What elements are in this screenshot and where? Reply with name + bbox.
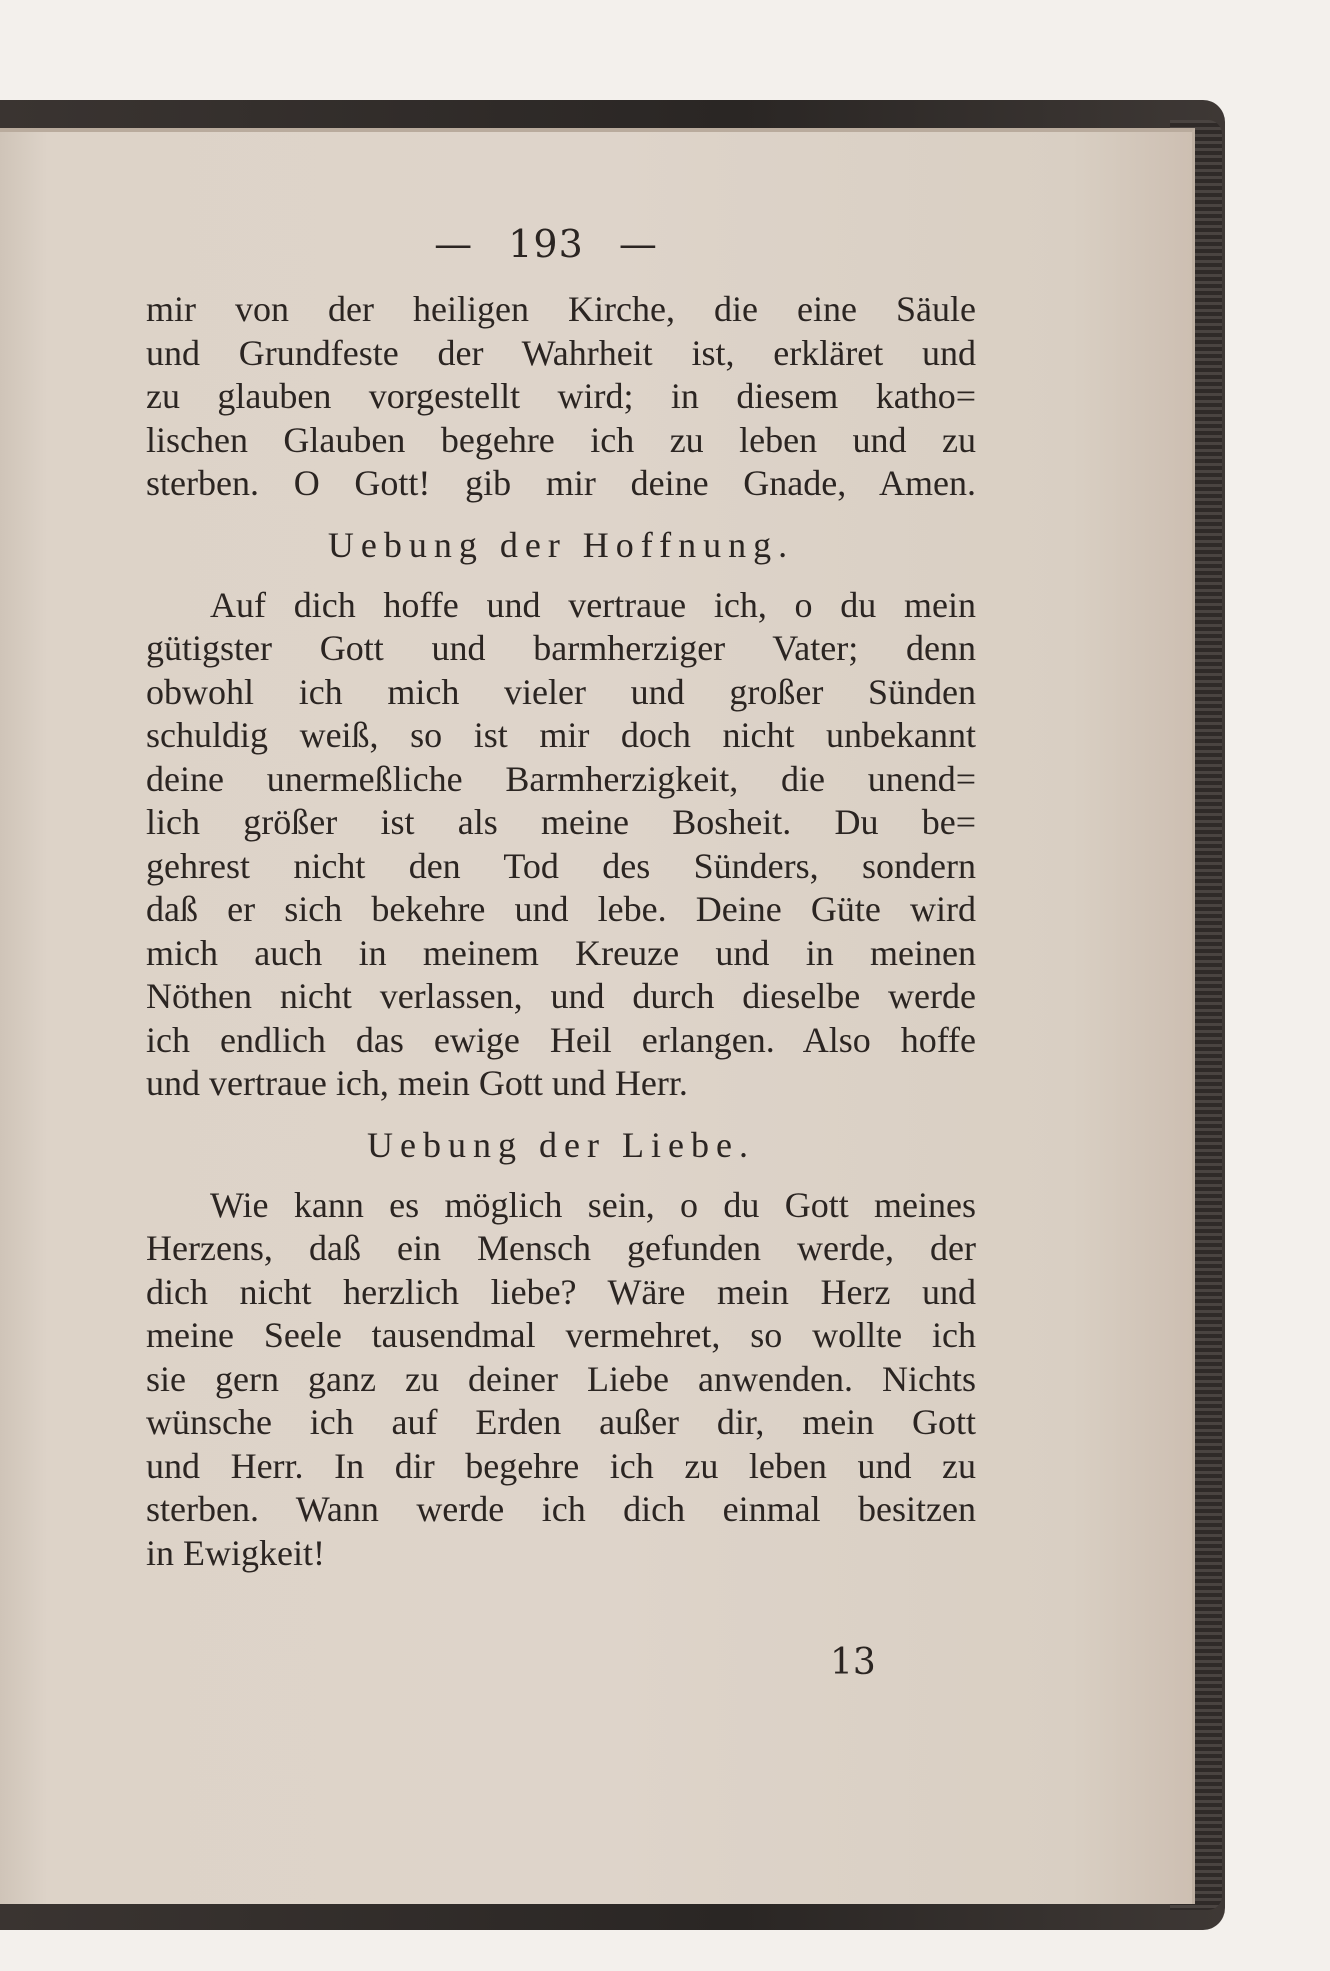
text-line: Auf dich hoffe und vertraue ich, o du mein (210, 584, 976, 625)
text-line: Nöthen nicht verlassen, und durch dieselbe werde (146, 976, 976, 1016)
paragraph-love (146, 1184, 976, 1576)
text-line: deine unermeßliche Barmherzigkeit, die unend= (146, 758, 976, 799)
text-line: gütigster Gott und barmherziger Vater; denn (146, 628, 976, 668)
text-line: meine Seele tausendmal vermehret, so wollte ich (146, 1315, 976, 1355)
paragraph-hope (146, 584, 976, 1106)
text-line: schuldig weiß, so ist mir doch nicht unbekannt (146, 715, 976, 755)
page-number: 193 (508, 222, 584, 266)
text-line: sterben. Wann werde ich dich einmal besitzen (146, 1489, 976, 1529)
text-line: sterben. O Gott! gib mir deine Gnade, Amen. (146, 463, 976, 503)
text-line: mir von der heiligen Kirche, die eine Säule (146, 289, 976, 329)
text-line: und Grundfeste der Wahrheit ist, erkläret und (146, 332, 976, 373)
text-line: mich auch in meinem Kreuze und in meinen (146, 932, 976, 973)
text-line: daß er sich bekehre und lebe. Deine Güte wird (146, 889, 976, 929)
text-line: sie gern ganz zu deiner Liebe anwenden. Nichts (146, 1358, 976, 1399)
text-line: und Herr. In dir begehre ich zu leben und zu (146, 1445, 976, 1486)
signature-mark: 13 (830, 1642, 876, 1683)
page-text-block (146, 222, 976, 1575)
header-dash-left: — (434, 222, 474, 266)
text-line: obwohl ich mich vieler und großer Sünden (146, 671, 976, 712)
text-line: Wie kann es möglich sein, o du Gott meines (210, 1184, 976, 1225)
text-line: lischen Glauben begehre ich zu leben und zu (146, 419, 976, 460)
heading-love: Uebung der Liebe. (367, 1124, 755, 1165)
text-line: dich nicht herzlich liebe? Wäre mein Herz und (146, 1271, 976, 1312)
text-line: gehrest nicht den Tod des Sünders, sondern (146, 845, 976, 886)
heading-hope: Uebung der Hoffnung. (327, 524, 795, 565)
text-line: und vertraue ich, mein Gott und Herr. (146, 1063, 688, 1103)
text-line: ich endlich das ewige Heil erlangen. Also hoffe (146, 1019, 976, 1060)
text-line: Herzens, daß ein Mensch gefunden werde, der (146, 1228, 976, 1268)
header-dash-right: — (618, 222, 658, 266)
text-line: in Ewigkeit! (146, 1532, 325, 1573)
paragraph-intro (146, 288, 976, 506)
text-line: wünsche ich auf Erden außer dir, mein Gott (146, 1402, 976, 1442)
text-line: zu glauben vorgestellt wird; in diesem katho= (146, 376, 976, 416)
page-header (146, 222, 976, 266)
text-line: lich größer ist als meine Bosheit. Du be= (146, 802, 976, 842)
